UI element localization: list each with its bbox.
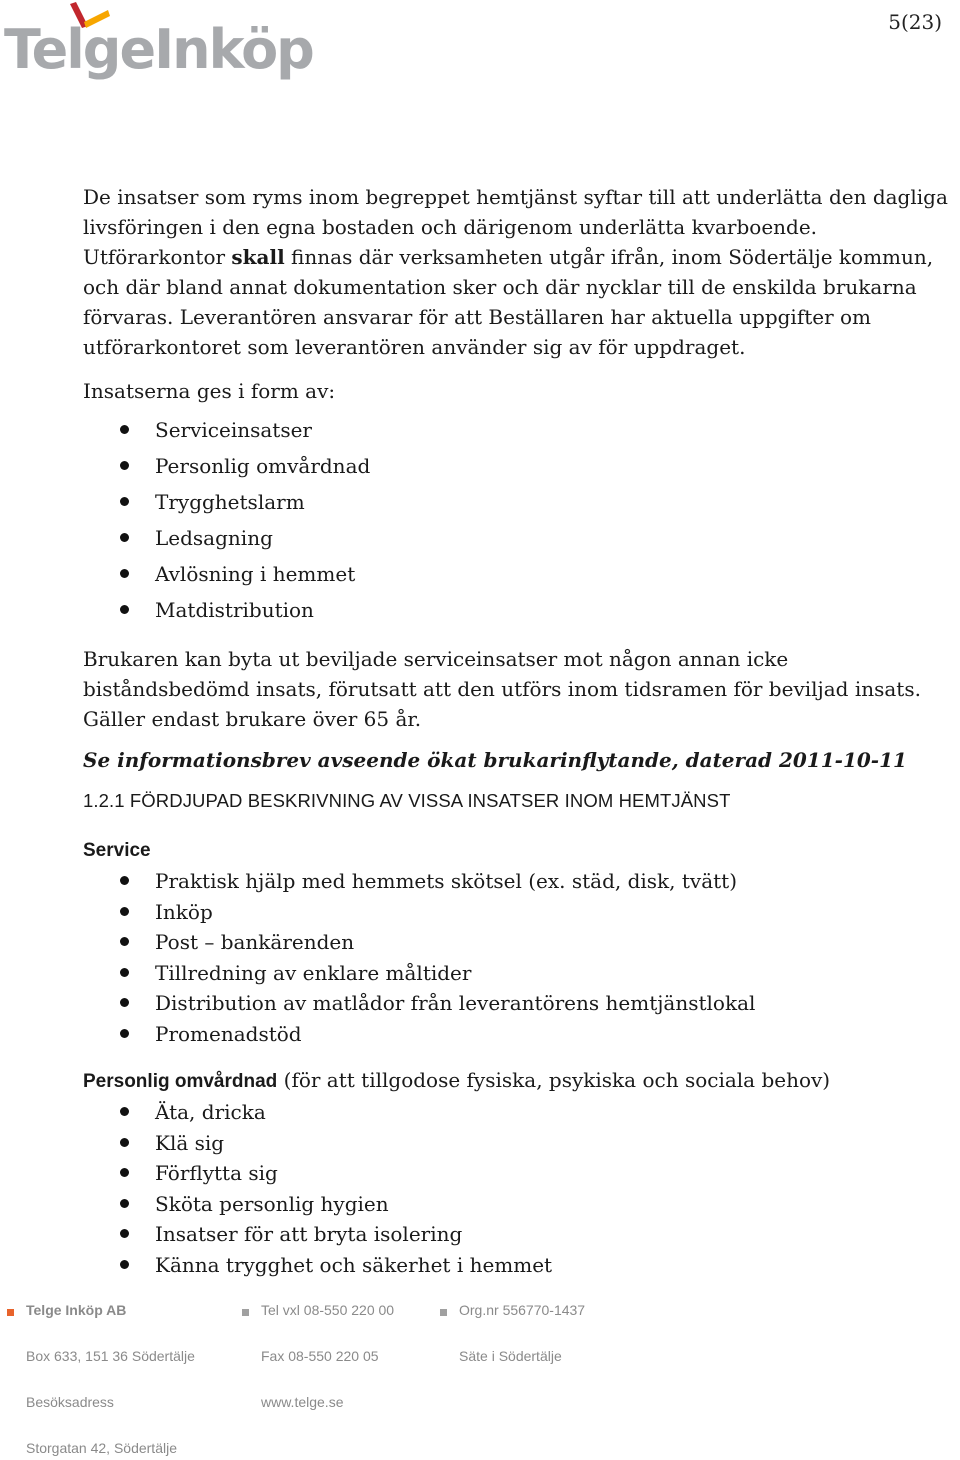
bullet-square-icon xyxy=(7,1309,14,1316)
list-item: Matdistribution xyxy=(83,592,953,628)
document-body xyxy=(83,182,953,1280)
list-item: Trygghetslarm xyxy=(83,484,953,520)
footer-org: Org.nr 556770-1437 xyxy=(440,1302,585,1318)
footer-street: Storgatan 42, Södertälje xyxy=(26,1440,177,1456)
footer-fax: Fax 08-550 220 05 xyxy=(261,1348,379,1364)
page-footer xyxy=(0,1290,960,1460)
service-list xyxy=(83,866,953,1049)
list-item: Ledsagning xyxy=(83,520,953,556)
section-heading: 1.2.1 FÖRDJUPAD BESKRIVNING AV VISSA INSATSER INOM HEMTJÄNST xyxy=(83,790,731,811)
list-item: Post – bankärenden xyxy=(83,927,953,958)
list-item: Insatser för att bryta isolering xyxy=(83,1219,953,1250)
list-item: Klä sig xyxy=(83,1128,953,1159)
footer-company: Telge Inköp AB xyxy=(7,1302,126,1318)
footer-tel: Tel vxl 08-550 220 00 xyxy=(242,1302,394,1318)
list-item: Praktisk hjälp med hemmets skötsel (ex. städ, disk, tvätt) xyxy=(83,866,953,897)
list-item: Serviceinsatser xyxy=(83,412,953,448)
list-item: Tillredning av enklare måltider xyxy=(83,958,953,989)
insats-list xyxy=(83,412,953,628)
omvardnad-list xyxy=(83,1097,953,1280)
list-item: Promenadstöd xyxy=(83,1019,953,1050)
omvardnad-heading: Personlig omvårdnad (för att tillgodose fysiska, psykiska och sociala behov) xyxy=(83,1068,831,1092)
intro-paragraph: De insatser som ryms inom begreppet hemtjänst syftar till att underlätta den dagliga livsföringen i den egna bostaden och därigenom underlätta kvarboende. Utförarkontor skall finnas där verksamheten utgår ifrån, inom Södertälje kommun, och där bland annat dokumentation sker och där nycklar till de enskilda brukarna förvaras. Leverantören ansvarar för att Beställaren har aktuella uppgifter om utförarkontoret som leverantören använder sig av för uppdraget. xyxy=(83,185,948,359)
bullet-square-icon xyxy=(440,1309,447,1316)
list-item: Förflytta sig xyxy=(83,1158,953,1189)
list-item: Inköp xyxy=(83,897,953,928)
exchange-paragraph: Brukaren kan byta ut beviljade serviceinsatser mot någon annan icke biståndsbedömd insats, förutsatt att den utförs inom tidsramen för beviljad insats. Gäller endast brukare över 65 år. xyxy=(83,647,921,731)
insats-intro: Insatserna ges i form av: xyxy=(83,379,336,403)
service-heading: Service xyxy=(83,840,151,861)
logo-text: TelgeInköp xyxy=(4,18,313,81)
list-item: Avlösning i hemmet xyxy=(83,556,953,592)
footer-web-link[interactable]: www.telge.se xyxy=(261,1394,344,1410)
list-item: Känna trygghet och säkerhet i hemmet xyxy=(83,1250,953,1281)
footer-visit-label: Besöksadress xyxy=(26,1394,114,1410)
list-item: Personlig omvårdnad xyxy=(83,448,953,484)
telge-inkop-logo xyxy=(4,0,313,95)
page-number: 5(23) xyxy=(888,10,942,34)
footer-sate: Säte i Södertälje xyxy=(459,1348,562,1364)
bullet-square-icon xyxy=(242,1309,249,1316)
footer-box: Box 633, 151 36 Södertälje xyxy=(26,1348,195,1364)
list-item: Sköta personlig hygien xyxy=(83,1189,953,1220)
skall-emphasis: skall xyxy=(231,245,285,269)
info-letter-note: Se informationsbrev avseende ökat brukarinflytande, daterad 2011-10-11 xyxy=(83,748,907,772)
list-item: Distribution av matlådor från leverantörens hemtjänstlokal xyxy=(83,988,953,1019)
list-item: Äta, dricka xyxy=(83,1097,953,1128)
